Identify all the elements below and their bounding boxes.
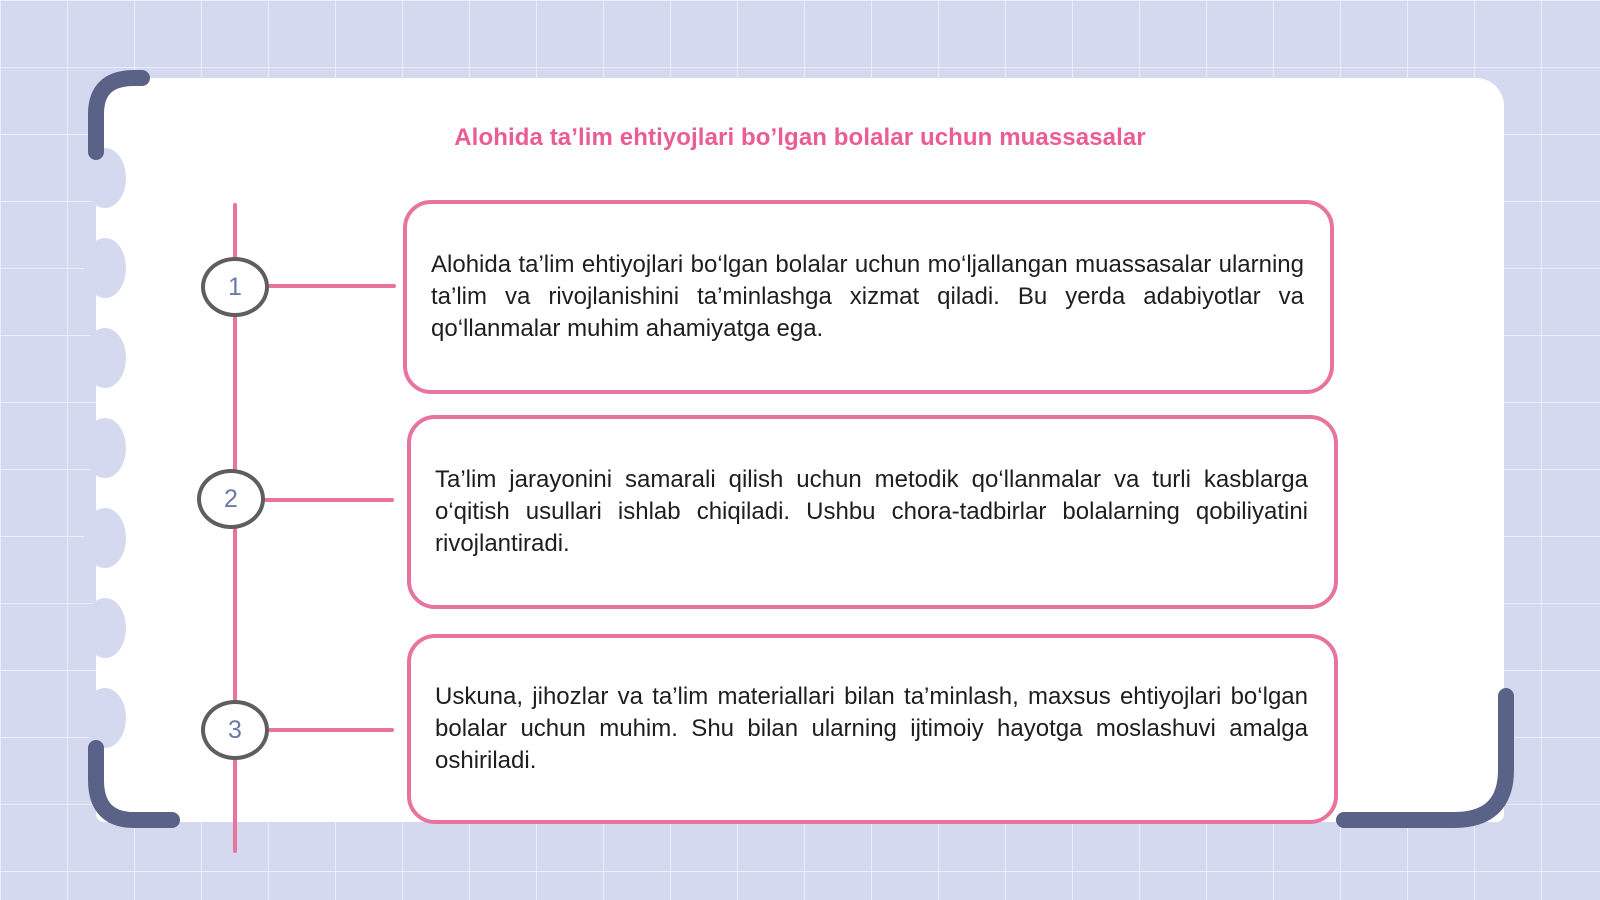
info-card-1	[403, 200, 1334, 394]
info-card-3	[407, 634, 1338, 824]
info-card-text: Uskuna, jihozlar va ta’lim materiallari bilan ta’minlash, maxsus ehtiyojlari bo‘lgan bolalar uchun muhim. Shu bilan ularning ijtimoiy hayotga moslashuvi amalga oshiriladi.	[435, 683, 1308, 774]
info-card-2	[407, 415, 1338, 609]
paper-scallop	[84, 508, 126, 568]
info-card-text: Ta’lim jarayonini samarali qilish uchun metodik qo‘llanmalar va turli kasblarga o‘qitish usullari ishlab chiqiladi. Ushbu chora-tadbirlar bolalarning qobiliyatini rivojlantiradi.	[435, 466, 1308, 557]
slide-title: Alohida taʼlim ehtiyojlari boʼlgan bolalar uchun muassasalar	[454, 124, 1146, 151]
timeline-connector	[268, 284, 396, 288]
paper-scallop	[84, 418, 126, 478]
step-number-1: 1	[201, 257, 269, 317]
info-card-text: Alohida ta’lim ehtiyojlari bo‘lgan bolalar uchun mo‘ljallangan muassasalar ularning ta’lim va rivojlanishini ta’minlashga xizmat qiladi. Bu yerda adabiyotlar va qo‘llanmalar muhim ahamiyatga ega.	[431, 251, 1304, 342]
paper-scallop	[84, 328, 126, 388]
timeline-connector	[264, 498, 394, 502]
paper-scallop	[84, 598, 126, 658]
paper-scallop	[84, 238, 126, 298]
step-number-3: 3	[201, 700, 269, 760]
step-number-2: 2	[197, 469, 265, 529]
timeline-connector	[268, 728, 394, 732]
corner-bracket-bottom-right	[1332, 684, 1520, 834]
corner-bracket-bottom-left	[84, 738, 184, 834]
